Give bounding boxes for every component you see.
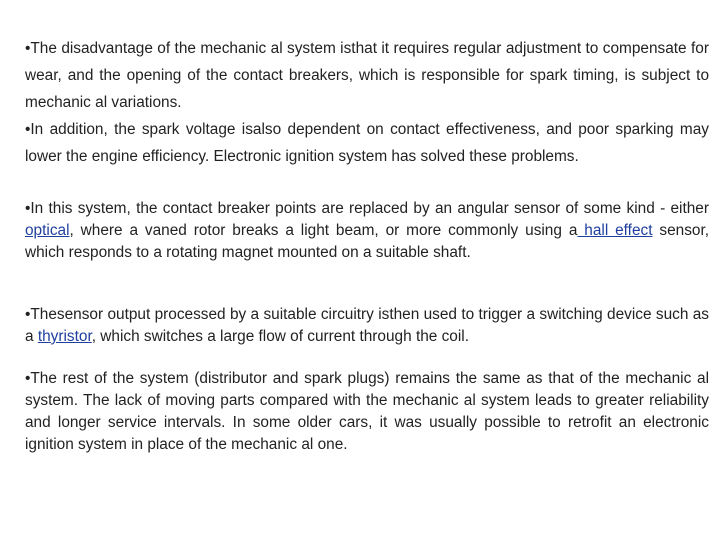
paragraph-sensor-system <box>25 198 709 264</box>
p4-text-2: , which switches a large flow of current through the coil. <box>91 328 469 345</box>
p3-text-1: •In this system, the contact breaker points are replaced by an angular sensor of some kind - either <box>25 200 709 217</box>
p3-text-2: , where a vaned rotor breaks a light beam, or more commonly using a <box>69 222 578 239</box>
link-optical[interactable]: optical <box>25 222 70 239</box>
p4-text-1: •Thesensor output processed by a suitable circuitry isthen used to trigger a switching device such as a <box>25 306 709 345</box>
p3-text-3: sensor, which responds to a rotating magnet mounted on a suitable shaft. <box>25 222 710 261</box>
link-thyristor[interactable]: thyristor <box>37 328 92 345</box>
paragraph-spark-voltage: •In addition, the spark voltage isalso dependent on contact effectiveness, and poor sparking may lower the engine efficiency. Electronic ignition system has solved these problems. <box>25 121 709 165</box>
paragraph-rest-of-system: •The rest of the system (distributor and spark plugs) remains the same as that of the mechanic al system. The lack of moving parts compared with the mechanic al system leads to greater reliability and longer service intervals. In some older cars, it was usually possible to retrofit an electronic ignition system in place of the mechanic al one. <box>25 370 709 453</box>
link-hall-effect[interactable]: hall effect <box>577 222 653 239</box>
paragraph-disadvantage: •The disadvantage of the mechanic al system isthat it requires regular adjustment to compensate for wear, and the opening of the contact breakers, which is responsible for spark timing, is subject to mechanic al variations. <box>25 40 709 111</box>
paragraph-sensor-output <box>25 304 709 348</box>
